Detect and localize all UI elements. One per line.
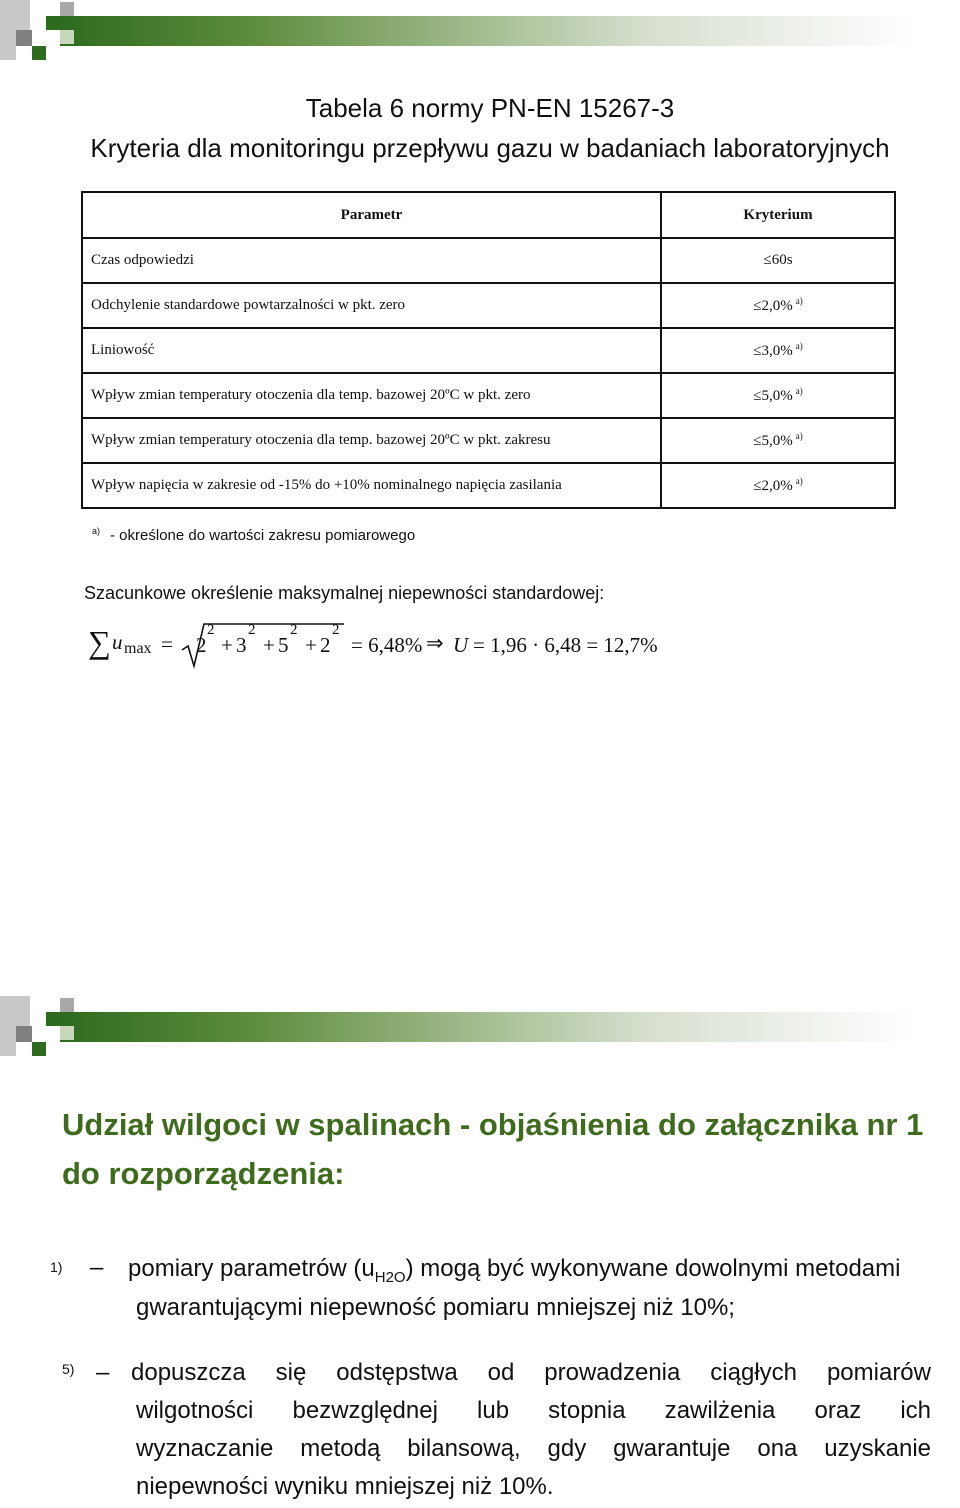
implies-arrow: ⇒ <box>426 631 444 655</box>
list-item-line: wilgotności bezwzględnej lub stopnia zawilżenia oraz ich <box>136 1397 931 1424</box>
plus-sign: + <box>221 633 233 657</box>
crit-cell <box>662 374 894 419</box>
header-param: Parametr <box>83 193 662 239</box>
table-row <box>83 284 894 329</box>
section-heading <box>62 1100 942 1198</box>
param-cell: Wpływ zmian temperatury otoczenia dla temp. bazowej 20ºC w pkt. zakresu <box>83 419 662 464</box>
crit-cell <box>662 284 894 329</box>
band-square <box>60 1026 74 1040</box>
crit-note: a) <box>795 386 803 396</box>
crit-value: 3,0% <box>761 343 793 359</box>
exponent: 2 <box>332 622 340 638</box>
list-item-line: gwarantującymi niepewność pomiaru mniejszej niż 10%; <box>136 1294 735 1321</box>
table-footnote <box>92 526 415 544</box>
le-symbol: ≤ <box>753 433 762 449</box>
list-item-line: niepewności wyniku mniejszej niż 10%. <box>136 1473 554 1500</box>
footnote-text: - określone do wartości zakresu pomiarowego <box>110 527 416 544</box>
param-cell: Wpływ zmian temperatury otoczenia dla temp. bazowej 20ºC w pkt. zero <box>83 374 662 419</box>
U-symbol: U <box>453 633 469 657</box>
param-cell: Liniowość <box>83 329 662 374</box>
header-band-top <box>0 0 960 62</box>
band-square <box>30 996 46 1012</box>
crit-value: 2,0% <box>761 478 793 494</box>
term: 3 <box>236 633 247 657</box>
table-title <box>0 88 960 168</box>
sum-symbol: ∑ <box>88 624 111 660</box>
item-dash: – <box>90 1254 104 1281</box>
band-square <box>16 1026 32 1042</box>
u-symbol: u <box>112 630 123 654</box>
crit-cell <box>662 329 894 374</box>
band-square <box>60 30 74 44</box>
criteria-table <box>81 191 896 509</box>
crit-value: 60s <box>771 252 793 268</box>
band-square <box>16 30 32 46</box>
list-item: dopuszcza się odstępstwa od prowadzenia ciągłych pomiarów <box>131 1359 931 1386</box>
le-symbol: ≤ <box>753 388 762 404</box>
crit-note: a) <box>795 431 803 441</box>
table-header-row <box>83 193 894 239</box>
crit-value: 5,0% <box>761 433 793 449</box>
title-line-2: Kryteria dla monitoringu przepływu gazu w badaniach laboratoryjnych <box>90 133 890 163</box>
gradient-bar <box>60 1012 960 1042</box>
header-band-bottom <box>0 996 960 1058</box>
plus-sign: + <box>305 633 317 657</box>
plus-sign: + <box>263 633 275 657</box>
band-square <box>46 16 60 30</box>
item-dash: – <box>96 1359 110 1386</box>
band-square <box>0 30 16 60</box>
band-square <box>32 1042 46 1056</box>
heading-line-2: do rozporządzenia: <box>62 1156 345 1191</box>
crit-value: 5,0% <box>761 388 793 404</box>
table-row <box>83 374 894 419</box>
expanded-uncertainty: = 1,96 · 6,48 = 12,7% <box>473 633 658 657</box>
title-line-1: Tabela 6 normy PN-EN 15267-3 <box>305 93 675 123</box>
list-item-line: wyznaczanie metodą bilansową, gdy gwarantuje ona uzyskanie <box>136 1435 931 1462</box>
equals-sign: = <box>161 632 173 656</box>
term: 2 <box>320 633 331 657</box>
le-symbol: ≤ <box>763 252 772 268</box>
crit-note: a) <box>795 296 803 306</box>
le-symbol: ≤ <box>753 298 762 314</box>
u-subscript: max <box>124 640 152 657</box>
table-row <box>83 464 894 507</box>
param-cell: Wpływ napięcia w zakresie od -15% do +10% nominalnego napięcia zasilania <box>83 464 662 507</box>
estimate-label: Szacunkowe określenie maksymalnej niepewności standardowej: <box>84 583 605 603</box>
uncertainty-formula <box>88 622 688 670</box>
band-square <box>0 0 30 30</box>
band-square <box>0 996 30 1026</box>
exponent: 2 <box>207 622 215 638</box>
le-symbol: ≤ <box>753 478 762 494</box>
band-square <box>30 0 46 16</box>
item-mark: 5) <box>62 1361 75 1377</box>
exponent: 2 <box>248 622 256 638</box>
table-row <box>83 239 894 284</box>
exponent: 2 <box>290 622 298 638</box>
term: 5 <box>278 633 289 657</box>
item-mark: 1) <box>50 1259 63 1275</box>
gradient-bar <box>60 16 960 46</box>
band-square <box>32 46 46 60</box>
crit-cell <box>662 239 894 284</box>
header-crit: Kryterium <box>662 193 894 239</box>
term: 2 <box>196 633 207 657</box>
list-item: pomiary parametrów $(u_{H2O})$ mogą być wykonywane dowolnymi metodami <box>128 1255 901 1286</box>
crit-cell <box>662 464 894 507</box>
crit-note: a) <box>795 341 803 351</box>
crit-cell <box>662 419 894 464</box>
param-cell: Odchylenie standardowe powtarzalności w pkt. zero <box>83 284 662 329</box>
table-row <box>83 419 894 464</box>
band-square <box>60 2 74 16</box>
band-square <box>0 1026 16 1056</box>
le-symbol: ≤ <box>753 343 762 359</box>
crit-note: a) <box>795 476 803 486</box>
heading-line-1: Udział wilgoci w spalinach - objaśnienia do załącznika nr 1 <box>62 1107 924 1142</box>
band-square <box>60 998 74 1012</box>
crit-value: 2,0% <box>761 298 793 314</box>
result: = 6,48% <box>351 633 423 657</box>
footnote-mark: a) <box>92 526 101 536</box>
table-row <box>83 329 894 374</box>
param-cell: Czas odpowiedzi <box>83 239 662 284</box>
band-square <box>46 1012 60 1026</box>
